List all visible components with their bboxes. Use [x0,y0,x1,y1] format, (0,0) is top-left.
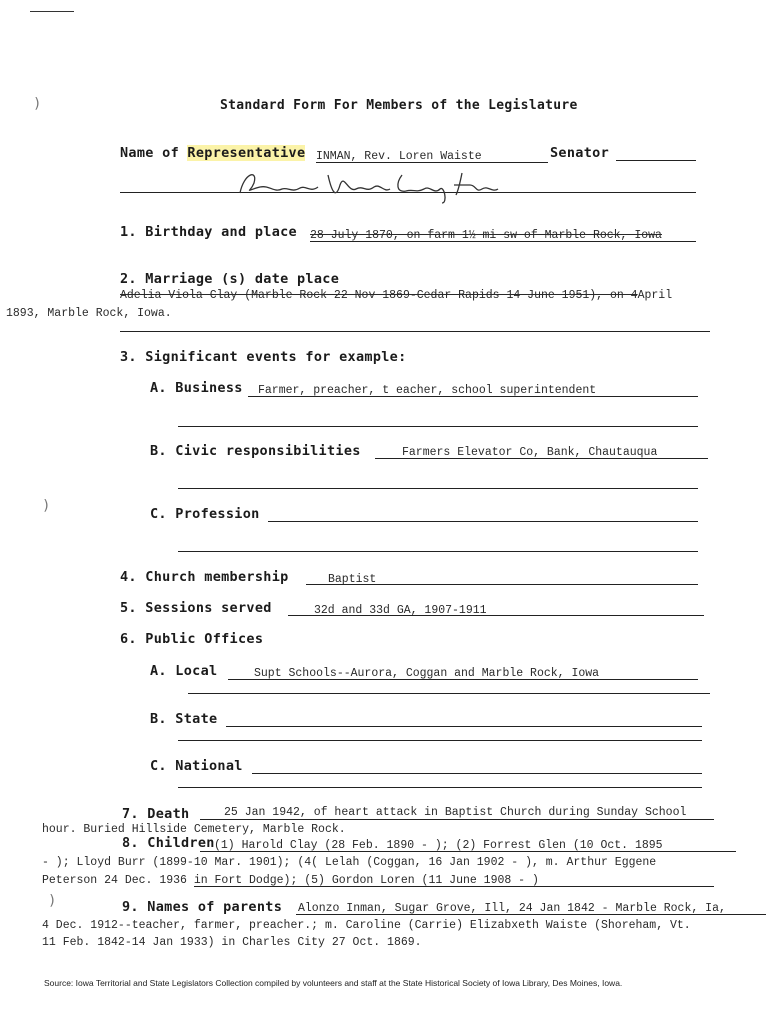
death-line2: hour. Buried Hillside Cemetery, Marble Rock. [42,823,346,836]
senator-label: Senator [550,145,609,161]
senator-underline [616,160,696,161]
national-underline [252,773,702,774]
marriage-line2: 1893, Marble Rock, Iowa. [6,307,172,320]
children-underline-2 [194,886,714,887]
parents-line3: 11 Feb. 1842-14 Jan 1933) in Charles City 27 Oct. 1869. [42,936,422,949]
marriage-underline [120,331,710,332]
local-underline-2 [188,693,710,694]
church-value: Baptist [328,573,377,586]
birthday-value: 28 July 1870, on farm 1½ mi sw of Marble Rock, Iowa [310,229,662,242]
business-label: A. Business [150,380,243,396]
national-label: C. National [150,758,243,774]
business-underline-2 [178,426,698,427]
scan-speck: ) [42,498,51,514]
parents-label: 9. Names of parents [122,899,283,915]
parents-line2: 4 Dec. 1912--teacher, farmer, preacher.; m. Caroline (Carrie) Elizabxeth Waiste (Shoreham, Vt. [42,919,691,932]
representative-highlight: Representative [187,145,306,161]
marriage-line1 [120,289,672,302]
local-value: Supt Schools--Aurora, Coggan and Marble Rock, Iowa [254,667,600,680]
state-underline-2 [178,740,702,741]
state-label: B. State [150,711,218,727]
events-label: 3. Significant events for example: [120,349,407,365]
civic-underline-2 [178,488,698,489]
civic-underline [375,458,708,459]
offices-label: 6. Public Offices [120,631,264,647]
children-underline [200,851,736,852]
civic-value: Farmers Elevator Co, Bank, Chautauqua [402,446,658,459]
death-value: 25 Jan 1942, of heart attack in Baptist Church during Sunday School [224,806,687,819]
name-label-prefix: Name of [120,145,188,161]
church-label: 4. Church membership [120,569,289,585]
death-underline [200,819,714,820]
sessions-value: 32d and 33d GA, 1907-1911 [314,604,487,617]
scan-speck: ) [48,893,57,909]
page-title: Standard Form For Members of the Legislature [220,98,578,113]
parents-underline [296,914,766,915]
death-label: 7. Death [122,806,190,822]
birthday-label: 1. Birthday and place [120,224,297,240]
state-underline [226,726,702,727]
civic-label: B. Civic responsibilities [150,443,361,459]
sessions-underline [288,615,704,616]
national-underline-2 [178,787,702,788]
marriage-label: 2. Marriage (s) date place [120,271,340,287]
parents-value: Alonzo Inman, Sugar Grove, Ill, 24 Jan 1842 - Marble Rock, Ia, [298,902,726,915]
children-line3: Peterson 24 Dec. 1936 in Fort Dodge); (5) Gordon Loren (11 June 1908 - ) [42,874,539,887]
profession-label: C. Profession [150,506,260,522]
children-label: 8. Children [122,835,215,851]
representative-name: INMAN, Rev. Loren Waiste [316,150,482,163]
children-line2: - ); Lloyd Burr (1899-10 Mar. 1901); (4( Lelah (Coggan, 16 Jan 1902 - ), m. Arthur Eggene [42,856,657,869]
profession-underline [268,521,698,522]
marriage-line1-struck: Adelia Viola Clay (Marble Rock 22 Nov 1869-Cedar Rapids 14 June 1951), on 4 [120,289,638,302]
local-underline [228,679,698,680]
scan-speck: ) [33,96,42,112]
business-underline [248,396,698,397]
scan-mark [30,11,74,12]
birthday-underline [310,241,696,242]
profession-underline-2 [178,551,698,552]
sessions-label: 5. Sessions served [120,600,272,616]
business-value: Farmer, preacher, t eacher, school superintendent [258,384,597,397]
source-footer: Source: Iowa Territorial and State Legislators Collection compiled by volunteers and staff at the State Historical Society of Iowa Library, Des Moines, Iowa. [44,978,623,988]
handwritten-note [230,163,510,205]
name-label [120,145,305,161]
children-value: (1) Harold Clay (28 Feb. 1890 - ); (2) Forrest Glen (10 Oct. 1895 [214,839,663,852]
local-label: A. Local [150,663,218,679]
church-underline [306,584,698,585]
marriage-line1-tail: April [637,289,673,302]
